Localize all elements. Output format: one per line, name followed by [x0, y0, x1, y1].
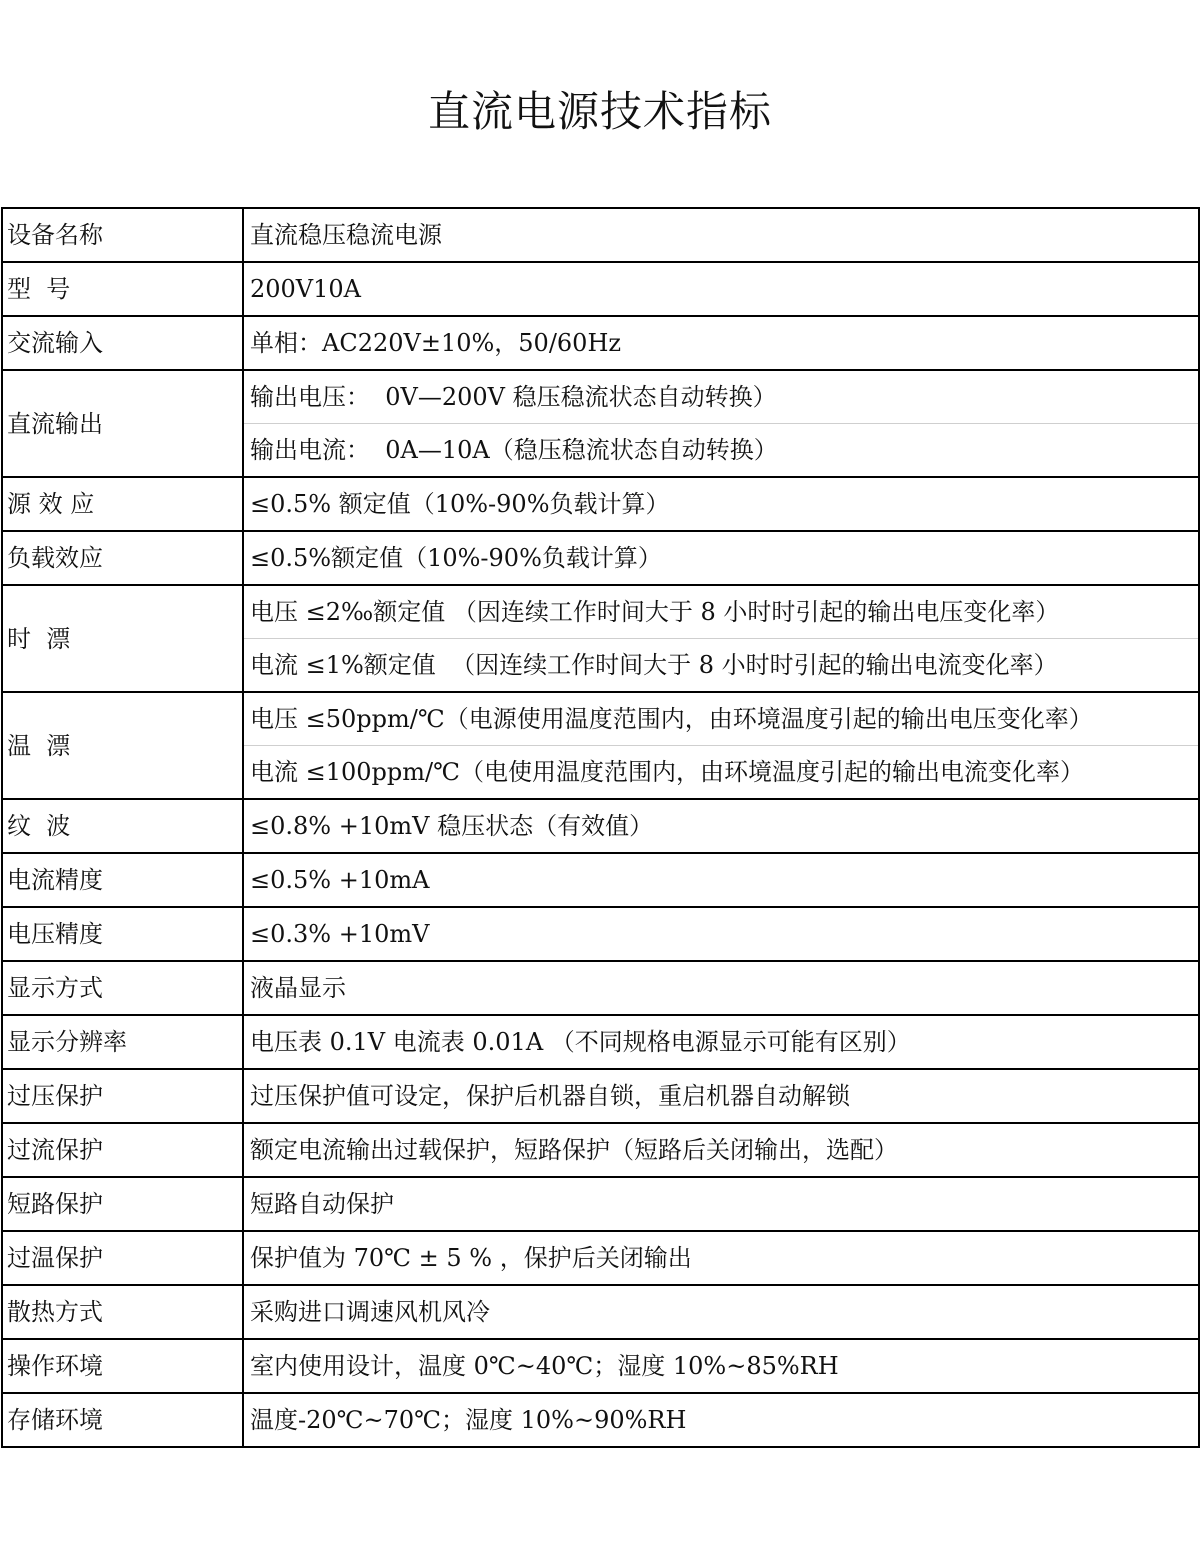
spec-value-cell: 过压保护值可设定，保护后机器自锁，重启机器自动解锁: [243, 1069, 1199, 1123]
spec-value-cell: 200V10A: [243, 262, 1199, 316]
spec-value-cell: 保护值为 70℃ ± 5 % ，保护后关闭输出: [243, 1231, 1199, 1285]
spec-value-cell: 采购进口调速风机风冷: [243, 1285, 1199, 1339]
spec-name-cell: 电流精度: [2, 853, 243, 907]
spec-value-cell: 电压 ≤50ppm/℃（电源使用温度范围内，由环境温度引起的输出电压变化率）: [243, 692, 1199, 746]
table-row: [2, 316, 1199, 370]
table-row: [2, 262, 1199, 316]
spec-name-cell: 过流保护: [2, 1123, 243, 1177]
spec-name-cell: 直流输出: [2, 370, 243, 477]
table-row: [2, 853, 1199, 907]
spec-name-cell: 存储环境: [2, 1393, 243, 1447]
spec-name-cell: 纹 波: [2, 799, 243, 853]
spec-table: [1, 207, 1200, 1448]
page-title: 直流电源技术指标: [427, 87, 772, 136]
spec-value-cell: 电流 ≤100ppm/℃（电使用温度范围内，由环境温度引起的输出电流变化率）: [243, 746, 1199, 800]
spec-value-cell: ≤0.5%额定值（10%-90%负载计算）: [243, 531, 1199, 585]
spec-value-cell: ≤0.8% +10mV 稳压状态（有效值）: [243, 799, 1199, 853]
table-row: [2, 1069, 1199, 1123]
spec-value-cell: ≤0.3% +10mV: [243, 907, 1199, 961]
table-row: [2, 1177, 1199, 1231]
spec-name-cell: 电压精度: [2, 907, 243, 961]
spec-value-cell: 额定电流输出过载保护，短路保护（短路后关闭输出，选配）: [243, 1123, 1199, 1177]
table-row: [2, 1339, 1199, 1393]
spec-value-cell: ≤0.5% +10mA: [243, 853, 1199, 907]
spec-value-cell: 输出电流： 0A—10A（稳压稳流状态自动转换）: [243, 424, 1199, 478]
spec-name-cell: 交流输入: [2, 316, 243, 370]
table-row: [2, 1393, 1199, 1447]
spec-name-cell: 型 号: [2, 262, 243, 316]
spec-name-cell: 设备名称: [2, 208, 243, 262]
spec-name-cell: 显示方式: [2, 961, 243, 1015]
table-row: [2, 1231, 1199, 1285]
table-row: [2, 799, 1199, 853]
spec-value-cell: 直流稳压稳流电源: [243, 208, 1199, 262]
table-row: [2, 585, 1199, 639]
spec-value-cell: 短路自动保护: [243, 1177, 1199, 1231]
spec-name-cell: 短路保护: [2, 1177, 243, 1231]
spec-name-cell: 过温保护: [2, 1231, 243, 1285]
table-row: [2, 1285, 1199, 1339]
spec-value-cell: 输出电压： 0V—200V 稳压稳流状态自动转换）: [243, 370, 1199, 424]
spec-value-cell: 电压 ≤2‰额定值 （因连续工作时间大于 8 小时时引起的输出电压变化率）: [243, 585, 1199, 639]
spec-value-cell: 电压表 0.1V 电流表 0.01A （不同规格电源显示可能有区别）: [243, 1015, 1199, 1069]
spec-value-cell: 室内使用设计，温度 0℃~40℃；湿度 10%~85%RH: [243, 1339, 1199, 1393]
spec-value-cell: 单相：AC220V±10%，50/60Hz: [243, 316, 1199, 370]
spec-value-cell: 电流 ≤1%额定值 （因连续工作时间大于 8 小时时引起的输出电流变化率）: [243, 639, 1199, 693]
spec-name-cell: 时 漂: [2, 585, 243, 692]
table-row: [2, 477, 1199, 531]
spec-value-cell: 温度-20℃~70℃；湿度 10%~90%RH: [243, 1393, 1199, 1447]
table-row: [2, 1015, 1199, 1069]
table-row: [2, 208, 1199, 262]
spec-name-cell: 显示分辨率: [2, 1015, 243, 1069]
spec-name-cell: 过压保护: [2, 1069, 243, 1123]
spec-name-cell: 负载效应: [2, 531, 243, 585]
table-row: [2, 961, 1199, 1015]
table-row: [2, 907, 1199, 961]
table-row: [2, 692, 1199, 746]
table-row: [2, 531, 1199, 585]
spec-name-cell: 散热方式: [2, 1285, 243, 1339]
spec-value-cell: 液晶显示: [243, 961, 1199, 1015]
table-row: [2, 1123, 1199, 1177]
spec-name-cell: 操作环境: [2, 1339, 243, 1393]
spec-name-cell: 源 效 应: [2, 477, 243, 531]
spec-name-cell: 温 漂: [2, 692, 243, 799]
table-row: [2, 370, 1199, 424]
spec-value-cell: ≤0.5% 额定值（10%-90%负载计算）: [243, 477, 1199, 531]
